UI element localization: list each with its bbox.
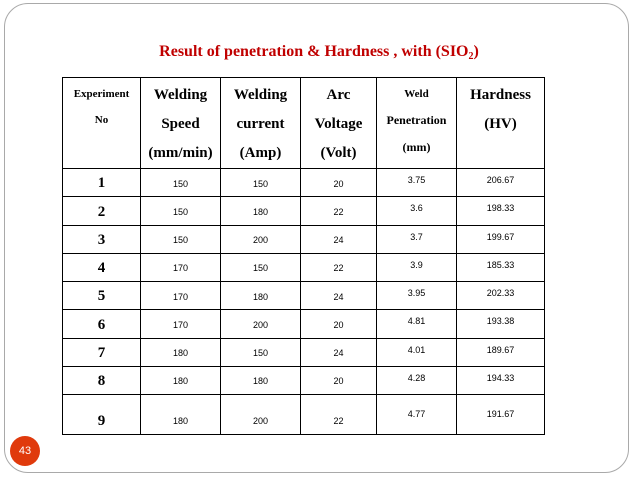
cell-experiment-no: 1: [63, 169, 141, 197]
cell-speed: 180: [141, 366, 221, 394]
cell-voltage: 20: [301, 169, 377, 197]
header-row: [63, 78, 545, 169]
page-number-badge: 43: [10, 436, 40, 466]
cell-current: 180: [221, 366, 301, 394]
header-text: current: [236, 116, 285, 132]
table-row: [63, 169, 545, 197]
header-text: Arc: [326, 87, 351, 103]
cell-penetration: 4.28: [377, 366, 457, 394]
cell-speed: 150: [141, 197, 221, 225]
cell-hardness: 202.33: [457, 282, 545, 310]
cell-voltage: 20: [301, 366, 377, 394]
cell-voltage: 24: [301, 282, 377, 310]
header-weld-penetration: [377, 78, 457, 169]
cell-hardness: 185.33: [457, 253, 545, 281]
header-welding-current: [221, 78, 301, 169]
title-subscript: 2: [468, 51, 474, 62]
cell-speed: 170: [141, 310, 221, 338]
results-table: [62, 77, 545, 435]
table-row: [63, 282, 545, 310]
header-text: (mm/min): [148, 145, 213, 161]
cell-hardness: 206.67: [457, 169, 545, 197]
cell-penetration: 3.95: [377, 282, 457, 310]
header-text: Welding: [153, 87, 208, 103]
header-text: Hardness: [470, 87, 531, 103]
cell-current: 200: [221, 225, 301, 253]
header-hardness: [457, 78, 545, 169]
header-text: No: [94, 114, 109, 126]
cell-experiment-no: 3: [63, 225, 141, 253]
cell-experiment-no: 7: [63, 338, 141, 366]
cell-hardness: 189.67: [457, 338, 545, 366]
cell-voltage: 24: [301, 338, 377, 366]
header-experiment-no: [63, 78, 141, 169]
cell-voltage: 22: [301, 253, 377, 281]
cell-current: 150: [221, 169, 301, 197]
cell-experiment-no: 4: [63, 253, 141, 281]
table-row: [63, 310, 545, 338]
cell-penetration: 3.6: [377, 197, 457, 225]
cell-current: 200: [221, 395, 301, 435]
cell-experiment-no: 2: [63, 197, 141, 225]
header-text: Voltage: [314, 116, 363, 132]
table-row: [63, 197, 545, 225]
title-end: ): [473, 43, 479, 60]
cell-speed: 180: [141, 395, 221, 435]
header-text: Welding: [233, 87, 288, 103]
cell-hardness: 191.67: [457, 395, 545, 435]
header-text: (Volt): [320, 145, 357, 161]
header-text: Penetration: [386, 113, 447, 127]
header-text: Speed: [161, 116, 200, 132]
table-row: [63, 253, 545, 281]
header-text: (mm): [402, 140, 431, 154]
cell-current: 180: [221, 282, 301, 310]
cell-current: 150: [221, 253, 301, 281]
header-welding-speed: [141, 78, 221, 169]
cell-penetration: 4.81: [377, 310, 457, 338]
cell-experiment-no: 5: [63, 282, 141, 310]
table-row: [63, 395, 545, 435]
title-main: Result of penetration & Hardness , with (SIO: [159, 43, 469, 60]
cell-penetration: 3.9: [377, 253, 457, 281]
cell-voltage: 22: [301, 395, 377, 435]
cell-voltage: 22: [301, 197, 377, 225]
header-text: Experiment: [73, 88, 130, 100]
cell-experiment-no: 6: [63, 310, 141, 338]
table-row: [63, 366, 545, 394]
cell-hardness: 194.33: [457, 366, 545, 394]
header-text: (HV): [484, 116, 517, 132]
table-row: [63, 225, 545, 253]
cell-current: 200: [221, 310, 301, 338]
cell-penetration: 4.77: [377, 395, 457, 435]
cell-speed: 180: [141, 338, 221, 366]
header-text: (Amp): [239, 145, 282, 161]
table-row: [63, 338, 545, 366]
cell-experiment-no: 9: [63, 395, 141, 435]
cell-current: 180: [221, 197, 301, 225]
cell-hardness: 199.67: [457, 225, 545, 253]
header-text: Weld: [404, 88, 429, 100]
cell-speed: 170: [141, 253, 221, 281]
cell-hardness: 193.38: [457, 310, 545, 338]
header-arc-voltage: [301, 78, 377, 169]
slide-title: [0, 43, 638, 62]
cell-current: 150: [221, 338, 301, 366]
cell-experiment-no: 8: [63, 366, 141, 394]
cell-voltage: 20: [301, 310, 377, 338]
cell-voltage: 24: [301, 225, 377, 253]
cell-speed: 170: [141, 282, 221, 310]
cell-penetration: 4.01: [377, 338, 457, 366]
cell-hardness: 198.33: [457, 197, 545, 225]
cell-speed: 150: [141, 169, 221, 197]
cell-speed: 150: [141, 225, 221, 253]
cell-penetration: 3.75: [377, 169, 457, 197]
cell-penetration: 3.7: [377, 225, 457, 253]
